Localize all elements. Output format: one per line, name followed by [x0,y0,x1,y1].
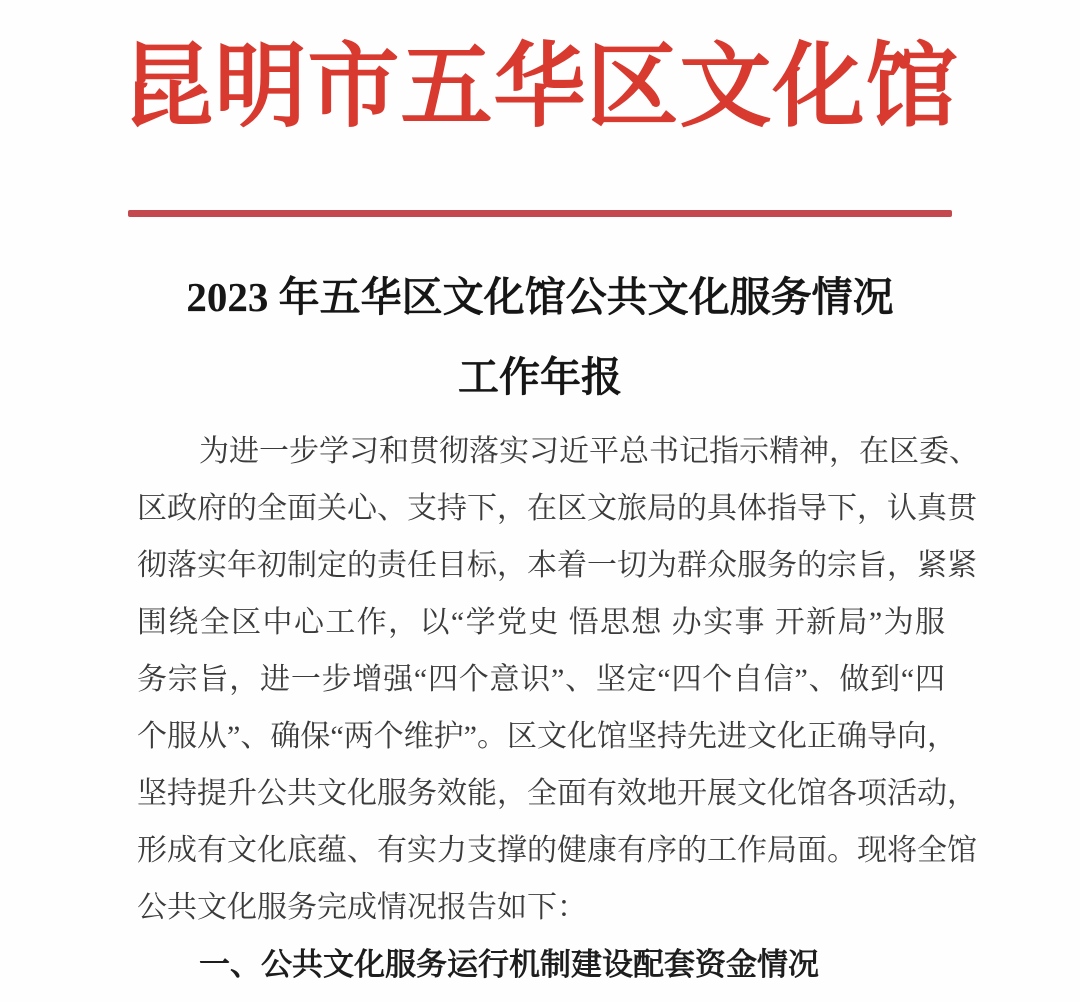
letterhead-divider [128,210,952,217]
document-title [0,257,1080,417]
paragraph-line: 形成有文化底蕴、有实力支撑的健康有序的工作局面。现将全馆 [137,833,977,867]
document-title-line1: 2023 年五华区文化馆公共文化服务情况 [186,273,894,320]
paragraph-line: 务宗旨，进一步增强“四个意识”、坚定“四个自信”、做到“四 [137,662,945,696]
letterhead-org-name: 昆明市五华区文化馆 [121,36,959,138]
paragraph-line: 坚持提升公共文化服务效能，全面有效地开展文化馆各项活动， [137,776,977,810]
paragraph-line: 彻落实年初制定的责任目标，本着一切为群众服务的宗旨，紧紧 [137,548,977,582]
paragraph-line: 公共文化服务完成情况报告如下： [137,890,587,924]
body-paragraph [137,423,979,936]
paragraph-line: 个服从”、确保“两个维护”。区文化馆坚持先进文化正确导向， [137,719,957,753]
paragraph-line: 区政府的全面关心、支持下，在区文旅局的具体指导下，认真贯 [137,491,977,525]
paragraph-line: 围绕全区中心工作，以“学党史 悟思想 办实事 开新局”为服 [137,605,945,639]
paragraph-line: 为进一步学习和贯彻落实习近平总书记指示精神，在区委、 [199,434,979,468]
section-heading: 一、公共文化服务运行机制建设配套资金情况 [199,946,819,982]
document-title-line2: 工作年报 [458,353,622,400]
